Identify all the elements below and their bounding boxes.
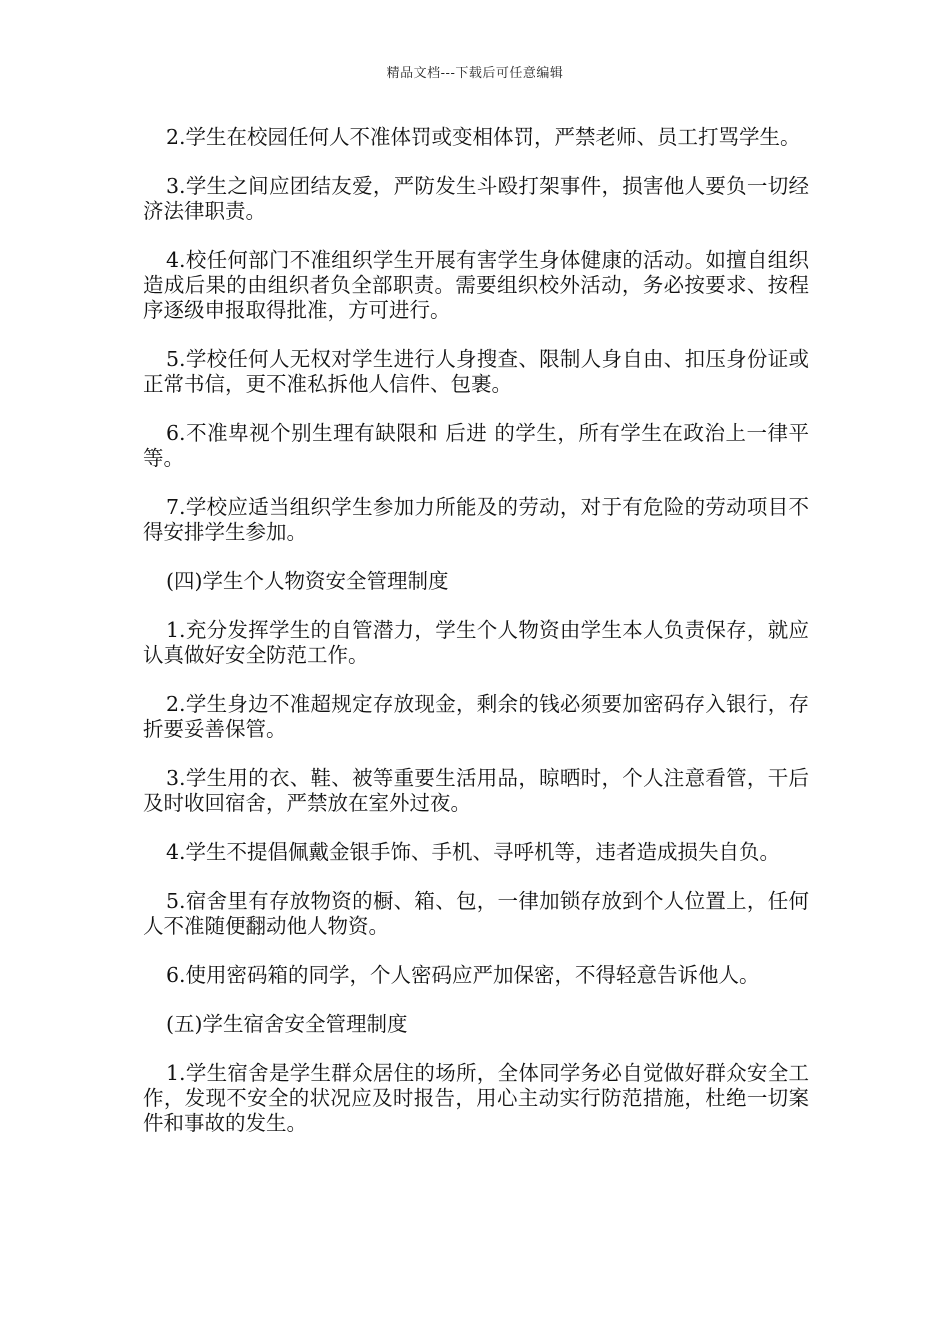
section-title-5: (五)学生宿舍安全管理制度 [166, 1012, 408, 1036]
paragraph-property-5: 5.宿舍里有存放物资的橱、箱、包，一律加锁存放到个人位置上，任何人不准随便翻动他人物资。 [143, 889, 809, 938]
paragraph-rule-3: 3.学生之间应团结友爱，严防发生斗殴打架事件，损害他人要负一切经济法律职责。 [143, 174, 809, 223]
paragraph-property-2: 2.学生身边不准超规定存放现金，剩余的钱必须要加密码存入银行，存折要妥善保管。 [143, 692, 809, 741]
page-header: 精品文档---下载后可任意编辑 [386, 66, 564, 81]
paragraph-rule-7: 7.学校应适当组织学生参加力所能及的劳动，对于有危险的劳动项目不得安排学生参加。 [143, 495, 809, 544]
paragraph-rule-6: 6.不准卑视个别生理有缺限和 后进 的学生，所有学生在政治上一律平等。 [143, 421, 809, 470]
paragraph-property-1: 1.充分发挥学生的自管潜力，学生个人物资由学生本人负责保存，就应认真做好安全防范工作。 [143, 618, 809, 667]
paragraph-rule-4: 4.校任何部门不准组织学生开展有害学生身体健康的活动。如擅自组织造成后果的由组织者负全部职责。需要组织校外活动，务必按要求、按程序逐级申报取得批准，方可进行。 [143, 248, 809, 322]
paragraph-property-4: 4.学生不提倡佩戴金银手饰、手机、寻呼机等，违者造成损失自负。 [166, 840, 781, 864]
document-body [143, 125, 809, 1136]
paragraph-property-3: 3.学生用的衣、鞋、被等重要生活用品，晾晒时，个人注意看管，干后及时收回宿舍，严禁放在室外过夜。 [143, 766, 809, 815]
paragraph-rule-5: 5.学校任何人无权对学生进行人身搜查、限制人身自由、扣压身份证或正常书信，更不准私拆他人信件、包裹。 [143, 347, 809, 396]
paragraph-rule-2: 2.学生在校园任何人不准体罚或变相体罚，严禁老师、员工打骂学生。 [166, 125, 801, 149]
paragraph-property-6: 6.使用密码箱的同学，个人密码应严加保密，不得轻意告诉他人。 [166, 963, 760, 987]
section-title-4: (四)学生个人物资安全管理制度 [166, 569, 449, 593]
paragraph-dormitory-1: 1.学生宿舍是学生群众居住的场所，全体同学务必自觉做好群众安全工作，发现不安全的状况应及时报告，用心主动实行防范措施，杜绝一切案件和事故的发生。 [143, 1061, 809, 1135]
